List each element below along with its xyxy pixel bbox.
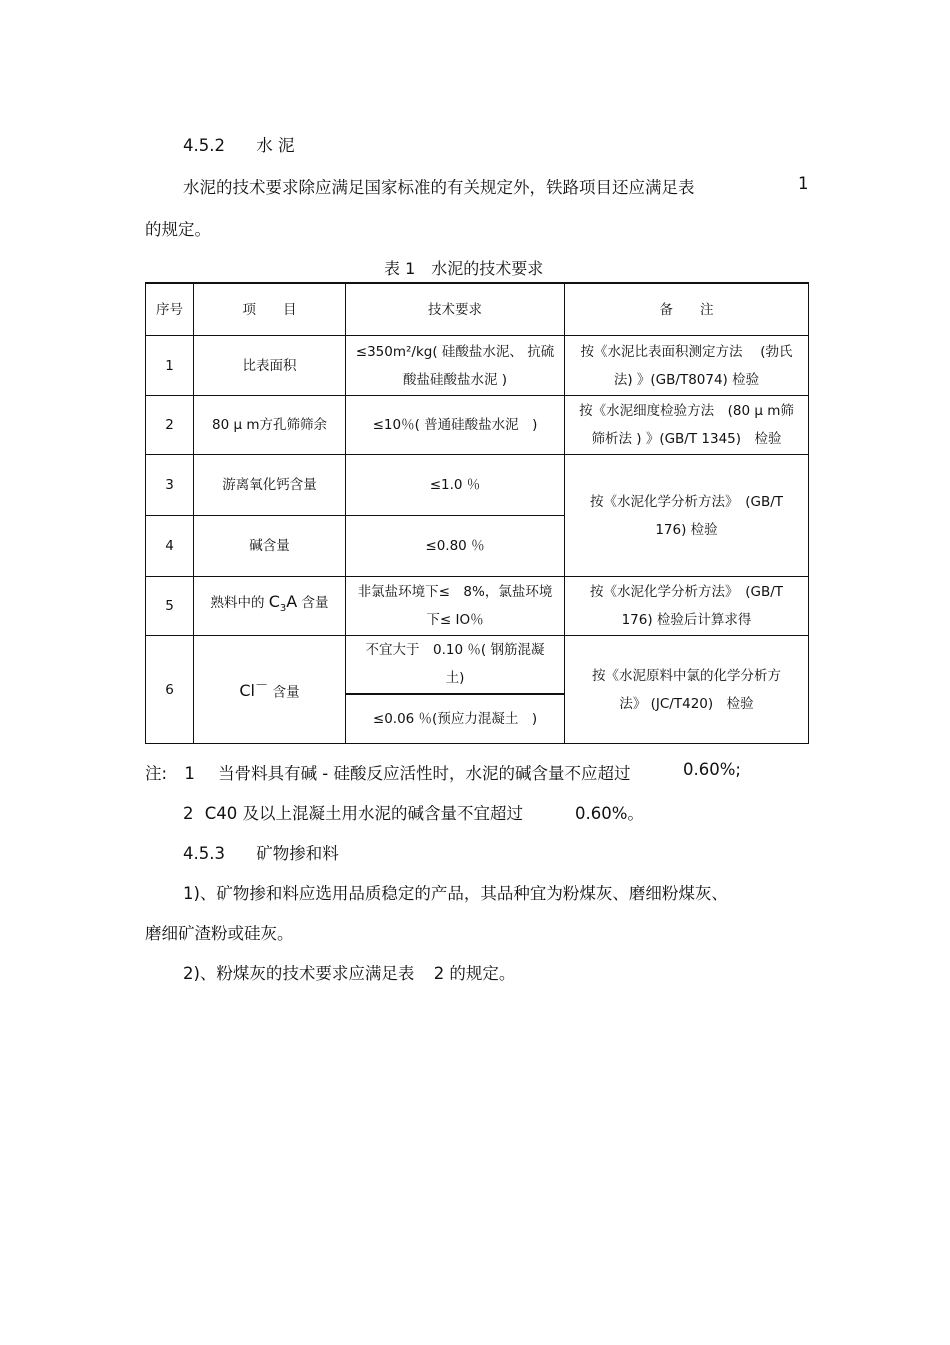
section-title: 矿物掺和料 <box>256 844 339 863</box>
row-item <box>194 636 346 744</box>
row-number: 5 <box>146 577 194 636</box>
row-requirement: ≤1.0 ％ <box>346 455 565 516</box>
note-number: 1 <box>184 764 195 783</box>
paragraph-line: 的规定。 <box>145 220 211 239</box>
note-line: 176) 检验后计算求得 <box>621 612 752 628</box>
row-item: 游离氧化钙含量 <box>194 455 346 516</box>
note-value: 0.60%。 <box>575 804 644 823</box>
item-text: 含量 <box>272 684 300 701</box>
paragraph-line: 1)、矿物掺和料应选用品质稳定的产品，其品种宜为粉煤灰、磨细粉煤灰、 <box>183 884 728 903</box>
header-cell: 项 目 <box>194 283 346 336</box>
table-reference: 2 的规定。 <box>433 964 516 983</box>
row-note <box>565 577 809 636</box>
note-line: 按《水泥比表面积测定方法 (勃氏 <box>580 343 793 360</box>
table-note-1 <box>145 760 631 784</box>
table-row <box>146 455 809 516</box>
row-number: 6 <box>146 636 194 744</box>
row-number: 3 <box>146 455 194 516</box>
table-caption: 表 1 水泥的技术要求 <box>384 259 544 278</box>
section-title: 水 泥 <box>256 136 295 155</box>
row-number: 1 <box>146 336 194 396</box>
row-requirement <box>346 636 565 694</box>
table-row <box>146 336 809 396</box>
paragraph-line: 磨细矿渣粉或硅灰。 <box>145 924 294 943</box>
chemical-formula: Cl－ <box>239 678 269 701</box>
item-text: 含量 <box>301 595 329 612</box>
note-line: 法) 》(GB/T8074) 检验 <box>613 371 760 388</box>
note-line: 筛析法 ) 》(GB/T 1345) 检验 <box>591 431 782 447</box>
note-line: 176) 检验 <box>655 521 718 538</box>
row-note-merged <box>565 455 809 577</box>
cement-spec-table <box>145 282 809 744</box>
note-value: 0.60%; <box>683 760 741 779</box>
note-label: 注: <box>145 764 168 783</box>
section-heading-452 <box>183 132 294 156</box>
requirement-line: 酸盐硅酸盐水泥 ) <box>402 371 508 388</box>
header-cell: 技术要求 <box>346 283 565 336</box>
row-requirement <box>346 577 565 636</box>
table-note-2 <box>183 800 523 824</box>
row-item: 比表面积 <box>194 336 346 396</box>
note-line: 按《水泥化学分析方法》 (GB/T <box>589 493 784 510</box>
header-cell: 备 注 <box>565 283 809 336</box>
requirement-line: 不宜大于 0.10 ％( 钢筋混凝 <box>365 642 545 659</box>
note-line: 按《水泥化学分析方法》 (GB/T <box>589 584 784 600</box>
paragraph-line: 水泥的技术要求除应满足国家标准的有关规定外，铁路项目还应满足表 <box>183 178 695 197</box>
row-requirement: ≤0.06 ％(预应力混凝土 ) <box>346 694 565 744</box>
table-row <box>146 577 809 636</box>
row-number: 4 <box>146 516 194 577</box>
section-number: 4.5.2 <box>183 136 225 155</box>
table-reference: 1 <box>798 174 809 193</box>
row-requirement <box>346 336 565 396</box>
row-item: 80 μ m方孔筛筛余 <box>194 396 346 455</box>
note-line: 按《水泥细度检验方法 (80 μ m筛 <box>579 403 794 419</box>
row-number: 2 <box>146 396 194 455</box>
table-row <box>146 636 809 694</box>
table-row <box>146 396 809 455</box>
requirement-line: 下≤ IO％ <box>426 612 484 628</box>
note-line: 法》 (JC/T420) 检验 <box>619 695 754 712</box>
requirement-line: 非氯盐环境下≤ 8%，氯盐环境 <box>357 584 553 600</box>
note-line: 按《水泥原料中氯的化学分析方 <box>592 667 781 684</box>
table-header-row <box>146 283 809 336</box>
note-text: C40 及以上混凝土用水泥的碱含量不宜超过 <box>204 804 524 823</box>
requirement-line: ≤350m²/kg( 硅酸盐水泥、 抗硫 <box>355 343 555 360</box>
section-number: 4.5.3 <box>183 844 225 863</box>
row-note <box>565 336 809 396</box>
row-item: 碱含量 <box>194 516 346 577</box>
row-requirement: ≤0.80 ％ <box>346 516 565 577</box>
note-text: 当骨料具有碱 - 硅酸反应活性时，水泥的碱含量不应超过 <box>218 764 631 783</box>
row-item <box>194 577 346 636</box>
paragraph-text: 2)、粉煤灰的技术要求应满足表 <box>183 964 415 983</box>
row-note <box>565 636 809 744</box>
paragraph-line <box>183 960 515 984</box>
header-cell: 序号 <box>146 283 194 336</box>
note-number: 2 <box>183 804 194 823</box>
item-text: 熟料中的 <box>210 595 265 612</box>
section-heading-453 <box>183 840 339 864</box>
row-note <box>565 396 809 455</box>
requirement-line: 土) <box>445 670 465 687</box>
row-requirement: ≤10％( 普通硅酸盐水泥 ) <box>346 396 565 455</box>
chemical-formula: $C_3A$ <box>268 592 298 615</box>
